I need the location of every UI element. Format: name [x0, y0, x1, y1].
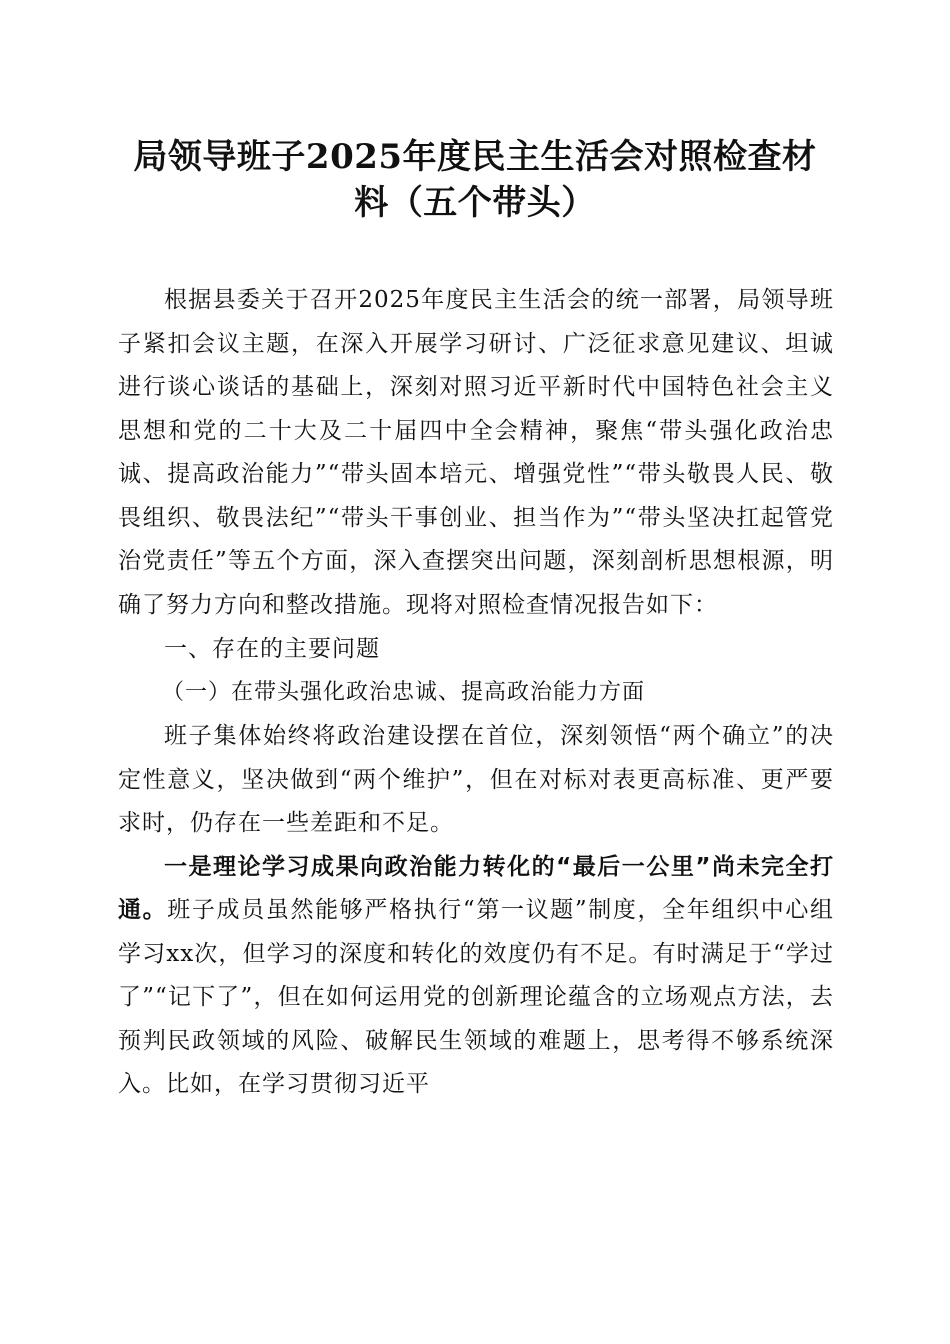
section-heading-1: 一、存在的主要问题	[164, 636, 380, 662]
paragraph-2: 班子集体始终将政治建设摆在首位，深刻领悟“两个确立”的决定性意义，坚决做到“两个维护”，但在对标对表更高标准、更严要求时，仍存在一些差距和不足。	[118, 723, 834, 836]
intro-paragraph: 根据县委关于召开2025年度民主生活会的统一部署，局领导班子紧扣会议主题，在深入开展学习研讨、广泛征求意见建议、坦诚进行谈心谈话的基础上，深刻对照习近平新时代中国特色社会主义思想和党的二十大及二十届四中全会精神，聚焦“带头强化政治忠诚、提高政治能力”“带头固本培元、增强党性”“带头敬畏人民、敬畏组织、敬畏法纪”“带头干事创业、担当作为”“带头坚决扛起管党治党责任”等五个方面，深入查摆突出问题，深刻剖析思想根源，明确了努力方向和整改措施。现将对照检查情况报告如下：	[118, 287, 834, 618]
paragraph-3	[118, 846, 834, 1107]
subsection-heading-1: （一）在带头强化政治忠诚、提高政治能力方面	[162, 680, 646, 705]
title-line-1: 局领导班子2025年度民主生活会对照检查材	[133, 137, 817, 177]
document-body	[118, 279, 834, 1107]
paragraph-3-body: 班子成员虽然能够严格执行“第一议题”制度，全年组织中心组学习xx次，但学习的深度和转化的效度仍有不足。有时满足于“学过了”“记下了”，但在如何运用党的创新理论蕴含的立场观点方法，去预判民政领域的风险、破解民生领域的难题上，思考得不够系统深入。比如，在学习贯彻习近平	[118, 897, 834, 1097]
paragraph-3-lead: 一是理论学习成果向政治能力转化的“最后一公里”尚未完全打通。	[118, 853, 834, 923]
title-line-2: 料（五个带头）	[354, 183, 596, 223]
document-title	[100, 134, 850, 226]
